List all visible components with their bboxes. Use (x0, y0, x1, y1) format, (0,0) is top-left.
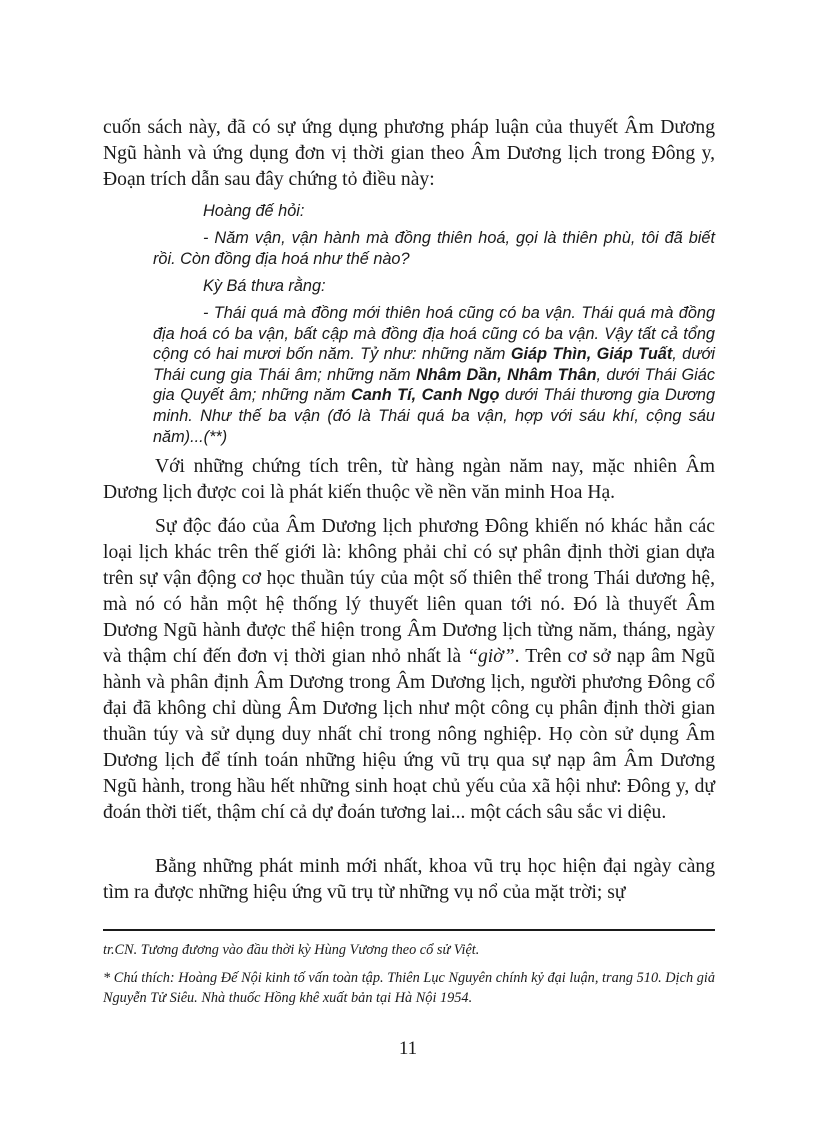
body-paragraph-text: Với những chứng tích trên, từ hàng ngàn năm nay, mặc nhiên Âm Dương lịch được coi là phát kiến thuộc về nền văn minh Hoa Hạ. (103, 456, 715, 503)
body-paragraph-3 (103, 854, 715, 906)
body-paragraph-2 (103, 514, 715, 826)
quote-answer-text (153, 303, 715, 447)
footnote-text: * Chú thích: Hoàng Đế Nội kinh tố vấn toàn tập. Thiên Lục Nguyên chính kỷ đại luận, trang 510. Dịch giả Nguyễn Tử Siêu. Nhà thuốc Hồng khê xuất bản tại Hà Nội 1954. (103, 970, 715, 1006)
quote-speaker-ky-ba (153, 276, 715, 297)
body-paragraph-part: . Trên cơ sở nạp âm Ngũ hành và phân định Âm Dương trong Âm Dương lịch, người phương Đông cổ đại đã không chỉ dùng Âm Dương lịch như một công cụ phân định thời gian thuần túy và sử dụng duy nhất chỉ trong nông nghiệp. Họ còn sử dụng Âm Dương lịch để tính toán những hiệu ứng vũ trụ qua sự nạp âm Âm Dương Ngũ hành, trong hầu hết những sinh hoạt chủ yếu của xã hội như: Đông y, dự đoán thời tiết, thậm chí cả dự đoán tương lai... một cách sâu sắc vi diệu. (103, 646, 715, 823)
quote-answer-emphasis: Nhâm Dần, Nhâm Thân (415, 365, 597, 384)
body-paragraph-text: Bằng những phát minh mới nhất, khoa vũ trụ học hiện đại ngày càng tìm ra được những hiệu ứng vũ trụ từ những vụ nổ của mặt trời; sự (103, 856, 715, 903)
quote-speaker-text: Kỳ Bá thưa rằng: (203, 277, 326, 295)
quote-speaker-text: Hoàng đế hỏi: (203, 202, 305, 220)
quote-question-text: - Năm vận, vận hành mà đồng thiên hoá, gọi là thiên phù, tôi đã biết rồi. Còn đồng địa hoá như thế nào? (153, 229, 715, 268)
page-number: 11 (398, 1038, 418, 1059)
quote-answer-emphasis: Giáp Thìn, Giáp Tuất (510, 345, 673, 364)
body-paragraph-text (103, 514, 715, 826)
intro-paragraph (103, 115, 715, 193)
intro-paragraph-text: cuốn sách này, đã có sự ứng dụng phương pháp luận của thuyết Âm Dương Ngũ hành và ứng dụng đơn vị thời gian theo Âm Dương lịch trong Đông y, Đoạn trích dẫn sau đây chứng tỏ điều này: (103, 117, 715, 190)
quote-question (153, 228, 715, 269)
body-paragraph-emphasis-gio: “giờ” (467, 646, 515, 667)
quote-speaker-hoang-de (153, 201, 715, 222)
quote-answer (153, 303, 715, 447)
body-paragraph-part: Sự độc đáo của Âm Dương lịch phương Đông khiến nó khác hẳn các loại lịch khác trên thế giới là: không phải chỉ có sự phân định thời gian dựa trên sự vận động cơ học thuần túy của một số thiên thể trong Thái dương hệ, mà nó có hẳn một hệ thống lý thuyết liên quan tới nó. Đó là thuyết Âm Dương Ngũ hành được thể hiện trong Âm Dương lịch từng năm, tháng, ngày và thậm chí đến đơn vị thời gian nhỏ nhất là (103, 516, 715, 667)
quote-answer-part: , dưới Thái cung gia Thái âm; những năm (153, 345, 715, 384)
footnote-divider (103, 929, 715, 931)
quote-answer-part: , dưới Thái Giác gia Quyết âm; những năm (153, 365, 715, 405)
quote-answer-part: dưới Thái thương gia Dương minh. Như thế ba vận (đó là Thái quá ba vận, hợp với sáu khí, cộng sáu năm)...(**) (153, 386, 716, 446)
quote-answer-emphasis: Canh Tí, Canh Ngọ (350, 386, 500, 405)
footnote-1 (103, 940, 715, 960)
quote-answer-part: - Thái quá mà đồng mới thiên hoá cũng có ba vận. Thái quá mà đồng địa hoá có ba vận, bất cập mà đồng địa hoá cũng có ba vận. Vậy tất cả tổng cộng có hai mươi bốn năm. Tỷ như: những năm (153, 304, 715, 364)
footnote-text: tr.CN. Tương đương vào đầu thời kỳ Hùng Vương theo cổ sử Việt. (103, 942, 480, 958)
body-paragraph-1 (103, 454, 715, 506)
footnote-2 (103, 968, 715, 1008)
